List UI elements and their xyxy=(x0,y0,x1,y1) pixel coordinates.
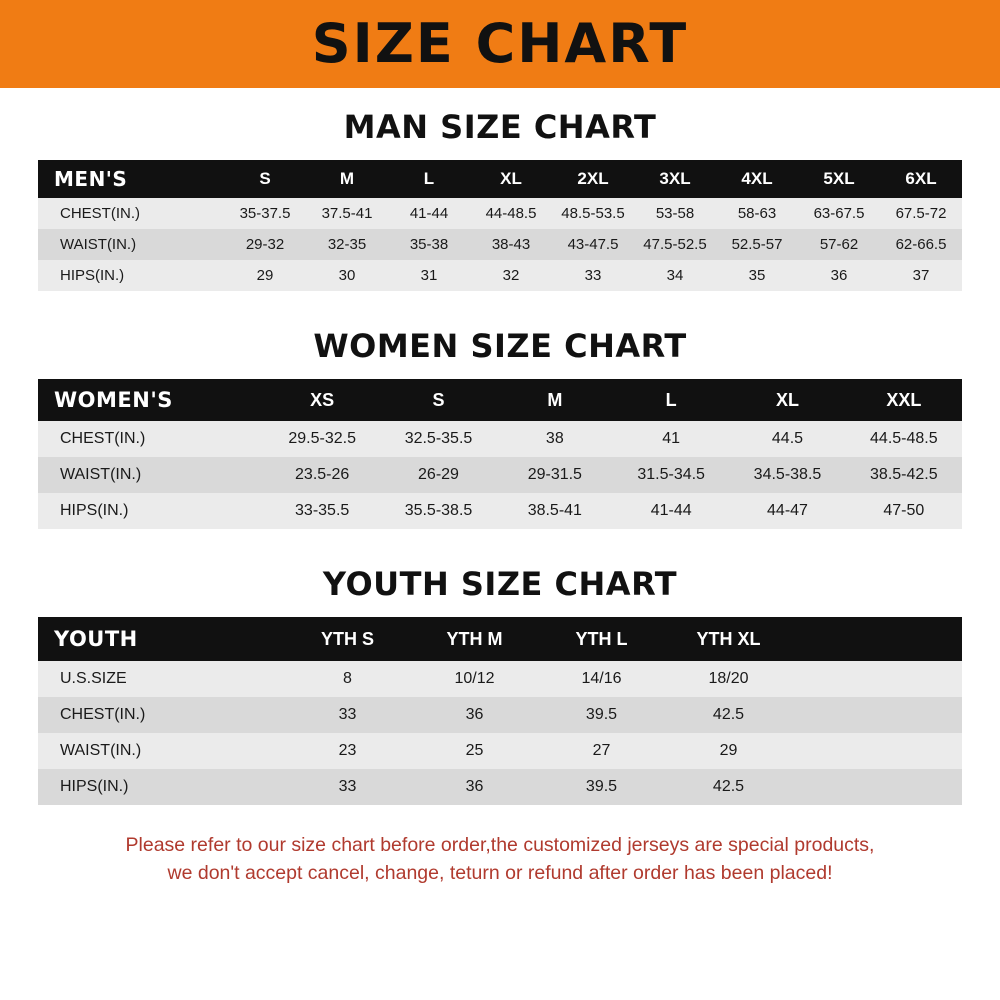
women-size-col-3: L xyxy=(613,379,729,421)
women-size-col-2: M xyxy=(497,379,613,421)
table-row xyxy=(38,198,962,229)
footer-note-line-2: we don't accept cancel, change, teturn or refund after order has been placed! xyxy=(167,862,833,885)
youth-cell-0-4 xyxy=(792,661,962,697)
women-cell-0-2: 38 xyxy=(497,421,613,457)
women-size-col-1: S xyxy=(380,379,496,421)
man-cell-0-6: 58-63 xyxy=(716,198,798,229)
women-cell-2-2: 38.5-41 xyxy=(497,493,613,529)
man-cell-2-5: 34 xyxy=(634,260,716,291)
youth-row-label-3: HIPS(IN.) xyxy=(38,769,284,805)
man-cell-1-0: 29-32 xyxy=(224,229,306,260)
man-size-col-7: 5XL xyxy=(798,160,880,198)
women-cell-1-1: 26-29 xyxy=(380,457,496,493)
man-cell-2-8: 37 xyxy=(880,260,962,291)
youth-cell-1-0: 33 xyxy=(284,697,411,733)
man-size-col-2: L xyxy=(388,160,470,198)
women-cell-1-2: 29-31.5 xyxy=(497,457,613,493)
man-cell-1-3: 38-43 xyxy=(470,229,552,260)
man-cell-0-1: 37.5-41 xyxy=(306,198,388,229)
man-size-col-4: 2XL xyxy=(552,160,634,198)
youth-row-header-label: YOUTH xyxy=(38,617,284,661)
man-row-label-0: CHEST(IN.) xyxy=(38,198,224,229)
youth-cell-2-1: 25 xyxy=(411,733,538,769)
women-table-head xyxy=(38,379,962,421)
man-table-body xyxy=(38,198,962,291)
women-size-table xyxy=(38,379,962,529)
women-cell-2-4: 44-47 xyxy=(729,493,845,529)
youth-size-col-1: YTH M xyxy=(411,617,538,661)
youth-cell-3-2: 39.5 xyxy=(538,769,665,805)
youth-size-col-0: YTH S xyxy=(284,617,411,661)
youth-row-label-2: WAIST(IN.) xyxy=(38,733,284,769)
youth-cell-2-2: 27 xyxy=(538,733,665,769)
youth-row-label-0: U.S.SIZE xyxy=(38,661,284,697)
women-size-col-0: XS xyxy=(264,379,380,421)
women-cell-1-0: 23.5-26 xyxy=(264,457,380,493)
man-cell-2-2: 31 xyxy=(388,260,470,291)
man-cell-2-7: 36 xyxy=(798,260,880,291)
table-row xyxy=(38,260,962,291)
man-cell-0-4: 48.5-53.5 xyxy=(552,198,634,229)
footer-note xyxy=(20,831,980,888)
man-size-col-0: S xyxy=(224,160,306,198)
youth-cell-2-3: 29 xyxy=(665,733,792,769)
women-cell-2-0: 33-35.5 xyxy=(264,493,380,529)
man-cell-1-5: 47.5-52.5 xyxy=(634,229,716,260)
women-row-label-2: HIPS(IN.) xyxy=(38,493,264,529)
youth-section-title: YOUTH SIZE CHART xyxy=(322,565,678,603)
page-title: SIZE CHART xyxy=(311,12,689,75)
man-cell-1-6: 52.5-57 xyxy=(716,229,798,260)
youth-size-col-3: YTH XL xyxy=(665,617,792,661)
header-banner xyxy=(0,0,1000,88)
women-section-title: WOMEN SIZE CHART xyxy=(313,327,687,365)
youth-cell-1-4 xyxy=(792,697,962,733)
man-cell-2-6: 35 xyxy=(716,260,798,291)
youth-table-body xyxy=(38,661,962,805)
man-cell-0-3: 44-48.5 xyxy=(470,198,552,229)
women-cell-0-4: 44.5 xyxy=(729,421,845,457)
table-row xyxy=(38,769,962,805)
women-cell-2-1: 35.5-38.5 xyxy=(380,493,496,529)
man-size-col-5: 3XL xyxy=(634,160,716,198)
women-cell-2-5: 47-50 xyxy=(846,493,962,529)
women-size-section xyxy=(0,291,1000,529)
women-cell-0-5: 44.5-48.5 xyxy=(846,421,962,457)
man-cell-0-2: 41-44 xyxy=(388,198,470,229)
women-cell-0-0: 29.5-32.5 xyxy=(264,421,380,457)
man-size-col-3: XL xyxy=(470,160,552,198)
women-size-col-5: XXL xyxy=(846,379,962,421)
table-row xyxy=(38,421,962,457)
youth-table-head xyxy=(38,617,962,661)
man-cell-0-5: 53-58 xyxy=(634,198,716,229)
youth-cell-1-3: 42.5 xyxy=(665,697,792,733)
youth-cell-3-0: 33 xyxy=(284,769,411,805)
man-cell-2-3: 32 xyxy=(470,260,552,291)
man-cell-2-4: 33 xyxy=(552,260,634,291)
table-header-row xyxy=(38,160,962,198)
man-cell-2-0: 29 xyxy=(224,260,306,291)
youth-cell-0-1: 10/12 xyxy=(411,661,538,697)
youth-size-section xyxy=(0,529,1000,805)
youth-cell-1-1: 36 xyxy=(411,697,538,733)
women-cell-2-3: 41-44 xyxy=(613,493,729,529)
youth-cell-2-4 xyxy=(792,733,962,769)
youth-cell-1-2: 39.5 xyxy=(538,697,665,733)
table-row xyxy=(38,661,962,697)
women-cell-1-3: 31.5-34.5 xyxy=(613,457,729,493)
man-table-head xyxy=(38,160,962,198)
man-cell-1-2: 35-38 xyxy=(388,229,470,260)
youth-cell-0-0: 8 xyxy=(284,661,411,697)
table-header-row xyxy=(38,617,962,661)
table-row xyxy=(38,457,962,493)
youth-cell-2-0: 23 xyxy=(284,733,411,769)
man-size-col-1: M xyxy=(306,160,388,198)
women-cell-0-1: 32.5-35.5 xyxy=(380,421,496,457)
man-row-header-label: MEN'S xyxy=(38,160,224,198)
youth-cell-3-3: 42.5 xyxy=(665,769,792,805)
youth-spacer-col xyxy=(792,617,962,661)
man-size-table xyxy=(38,160,962,291)
youth-cell-0-3: 18/20 xyxy=(665,661,792,697)
man-cell-1-8: 62-66.5 xyxy=(880,229,962,260)
man-size-section xyxy=(0,88,1000,291)
man-size-col-6: 4XL xyxy=(716,160,798,198)
table-row xyxy=(38,733,962,769)
table-row xyxy=(38,697,962,733)
table-row xyxy=(38,493,962,529)
women-cell-1-5: 38.5-42.5 xyxy=(846,457,962,493)
man-row-label-1: WAIST(IN.) xyxy=(38,229,224,260)
man-cell-0-8: 67.5-72 xyxy=(880,198,962,229)
women-row-label-0: CHEST(IN.) xyxy=(38,421,264,457)
youth-cell-3-1: 36 xyxy=(411,769,538,805)
youth-size-col-2: YTH L xyxy=(538,617,665,661)
man-cell-1-7: 57-62 xyxy=(798,229,880,260)
man-cell-1-1: 32-35 xyxy=(306,229,388,260)
man-section-title: MAN SIZE CHART xyxy=(343,108,657,146)
women-size-col-4: XL xyxy=(729,379,845,421)
women-cell-0-3: 41 xyxy=(613,421,729,457)
women-row-label-1: WAIST(IN.) xyxy=(38,457,264,493)
man-cell-1-4: 43-47.5 xyxy=(552,229,634,260)
man-row-label-2: HIPS(IN.) xyxy=(38,260,224,291)
youth-cell-0-2: 14/16 xyxy=(538,661,665,697)
man-size-col-8: 6XL xyxy=(880,160,962,198)
table-row xyxy=(38,229,962,260)
man-cell-2-1: 30 xyxy=(306,260,388,291)
youth-row-label-1: CHEST(IN.) xyxy=(38,697,284,733)
footer-note-line-1: Please refer to our size chart before order,the customized jerseys are special products, xyxy=(125,834,875,856)
women-row-header-label: WOMEN'S xyxy=(38,379,264,421)
women-table-body xyxy=(38,421,962,529)
youth-cell-3-4 xyxy=(792,769,962,805)
table-header-row xyxy=(38,379,962,421)
man-cell-0-7: 63-67.5 xyxy=(798,198,880,229)
youth-size-table xyxy=(38,617,962,805)
women-cell-1-4: 34.5-38.5 xyxy=(729,457,845,493)
man-cell-0-0: 35-37.5 xyxy=(224,198,306,229)
